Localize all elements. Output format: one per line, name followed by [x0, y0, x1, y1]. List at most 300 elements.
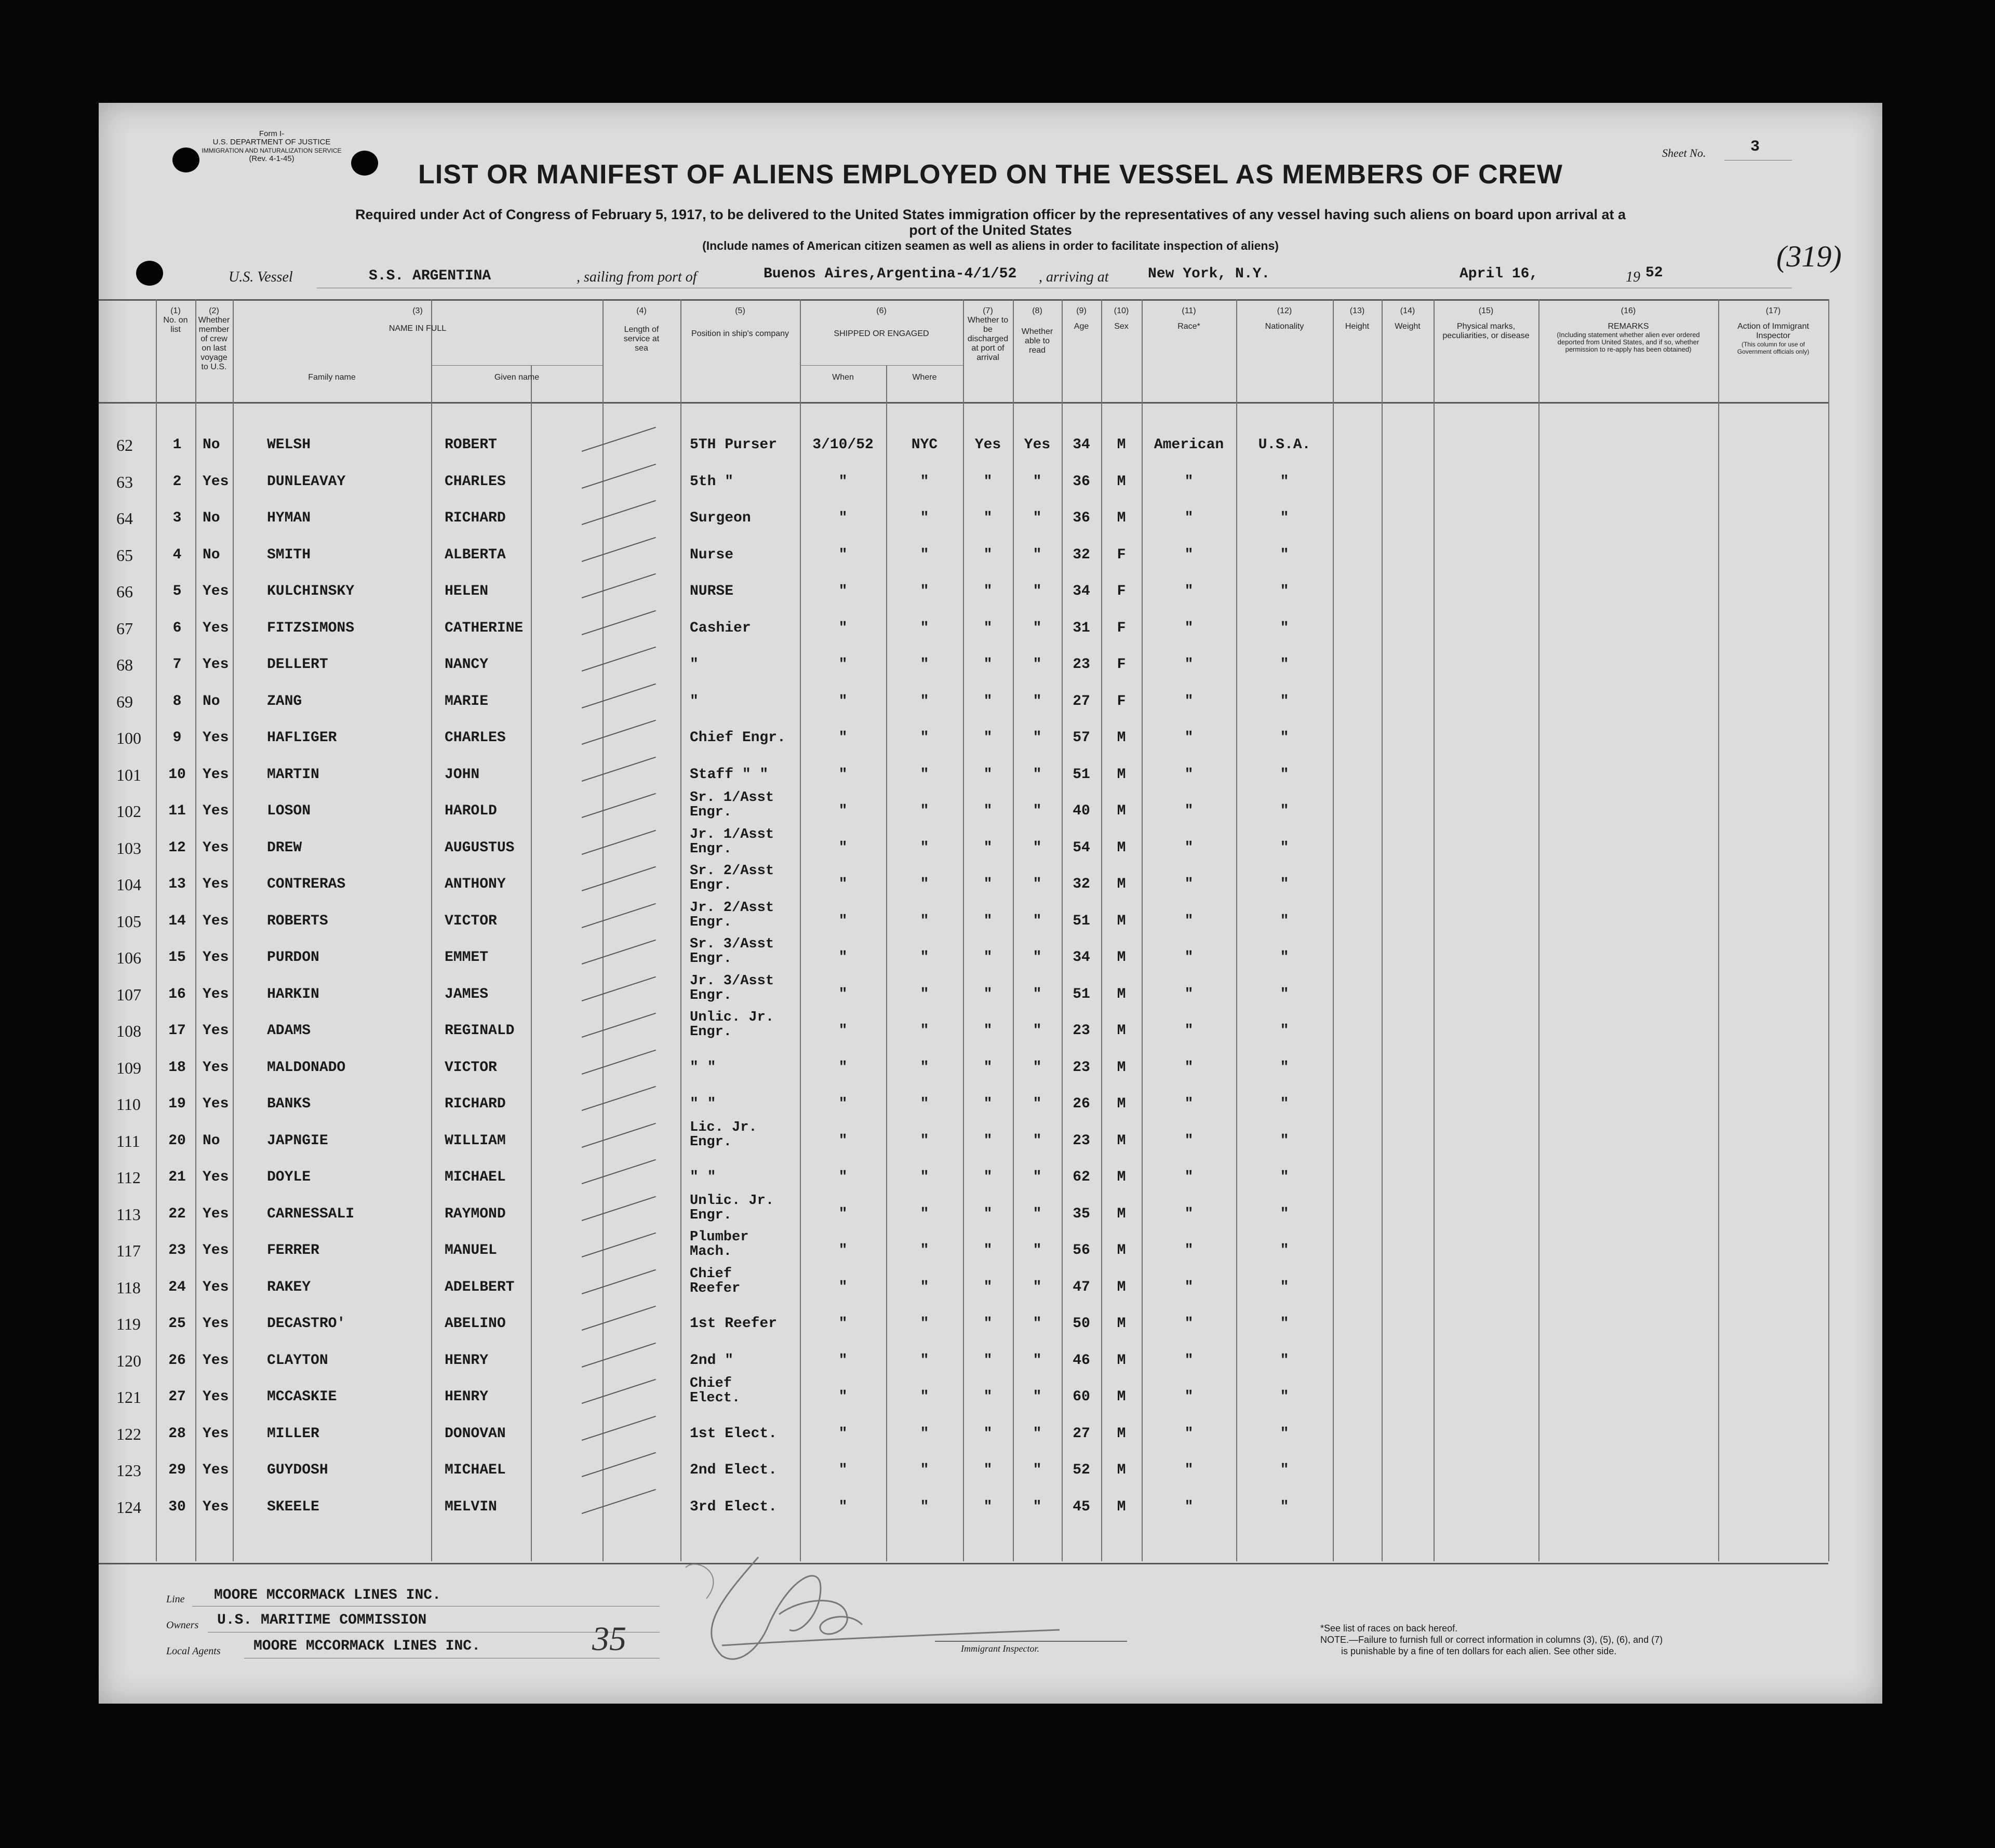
- nationality: ": [1280, 1462, 1289, 1478]
- position-line-2: Elect.: [690, 1390, 741, 1406]
- position-line-2: Engr.: [690, 951, 732, 967]
- position: Surgeon: [690, 510, 751, 526]
- service-check-mark: [582, 1269, 656, 1294]
- shipped-where: ": [920, 1132, 929, 1149]
- service-check-mark: [582, 500, 656, 525]
- age: 35: [1073, 1206, 1090, 1222]
- reference-number: 106: [116, 948, 141, 967]
- shipped-when: ": [838, 546, 848, 563]
- discharged: Yes: [974, 437, 1001, 453]
- form-id: [186, 130, 357, 163]
- reference-number: 69: [116, 692, 133, 711]
- col-title: No. on list: [163, 316, 188, 334]
- family-name: HYMAN: [267, 510, 311, 526]
- col-num: (9): [1076, 306, 1087, 315]
- age: 50: [1073, 1316, 1090, 1332]
- family-name: HARKIN: [267, 986, 319, 1002]
- col-title: Physical marks, peculiarities, or disease: [1442, 322, 1530, 340]
- sex: M: [1117, 1242, 1126, 1258]
- service-check-mark: [582, 903, 656, 928]
- col-num: (3): [412, 306, 423, 315]
- position: 3rd Elect.: [690, 1498, 778, 1515]
- given-name: MANUEL: [445, 1242, 497, 1258]
- shipped-when: ": [838, 1206, 848, 1222]
- table-row: [99, 936, 1882, 979]
- last-voyage: No: [203, 693, 220, 709]
- race: ": [1184, 1023, 1194, 1039]
- age: 32: [1073, 546, 1090, 563]
- note-races: *See list of races on back hereof.: [1320, 1623, 1458, 1633]
- list-number: 1: [172, 437, 182, 453]
- shipped-where: ": [920, 1279, 929, 1295]
- family-name: RAKEY: [267, 1279, 311, 1295]
- table-row: [99, 1089, 1882, 1126]
- shipped-when: ": [838, 1059, 848, 1076]
- family-name: DREW: [267, 839, 302, 856]
- family-name: DELLERT: [267, 657, 328, 673]
- service-check-mark: [582, 573, 656, 598]
- reference-number: 118: [116, 1278, 141, 1297]
- age: 57: [1073, 730, 1090, 746]
- position: Chief Engr.: [690, 730, 786, 746]
- col-title: Nationality: [1265, 322, 1304, 331]
- sex: M: [1117, 1206, 1126, 1222]
- service-check-mark: [582, 610, 656, 635]
- col-title: Action of Immigrant Inspector: [1737, 322, 1809, 340]
- shipped-where: ": [920, 473, 929, 490]
- given-name: NANCY: [445, 657, 489, 673]
- sex: M: [1117, 986, 1126, 1002]
- sex: M: [1117, 1279, 1126, 1295]
- departure-port: Buenos Aires,Argentina-4/1/52: [764, 266, 1017, 282]
- sex: F: [1117, 657, 1126, 673]
- shipped-when: ": [838, 1352, 848, 1369]
- family-name: DUNLEAVAY: [267, 473, 346, 490]
- last-voyage: Yes: [203, 1316, 229, 1332]
- reference-number: 104: [116, 875, 141, 894]
- reference-number: 101: [116, 765, 141, 784]
- shipped-when: ": [838, 1279, 848, 1295]
- age: 51: [1073, 913, 1090, 929]
- list-number: 28: [168, 1425, 186, 1442]
- position: Chief: [690, 1266, 732, 1282]
- nationality: ": [1280, 1206, 1289, 1222]
- family-name: MCCASKIE: [267, 1389, 337, 1405]
- last-voyage: Yes: [203, 1059, 229, 1076]
- col-subtitle: (Including statement whether alien ever ordered deported from United States, and if so, whether permission to re-apply has been obtained): [1557, 331, 1700, 353]
- position-line-2: Engr.: [690, 878, 732, 893]
- shipped-when: ": [838, 1389, 848, 1405]
- col-num: (6): [876, 306, 887, 315]
- family-name: MARTIN: [267, 766, 319, 783]
- discharged: ": [983, 510, 993, 526]
- able-to-read: ": [1033, 876, 1042, 892]
- race: American: [1154, 437, 1224, 453]
- shipped-where: ": [920, 1389, 929, 1405]
- reference-number: 112: [116, 1168, 141, 1187]
- shipped-where: ": [920, 1059, 929, 1076]
- table-row: [99, 826, 1882, 869]
- nationality: ": [1280, 546, 1289, 563]
- age: 56: [1073, 1242, 1090, 1258]
- nationality: U.S.A.: [1258, 437, 1311, 453]
- sex: M: [1117, 1462, 1126, 1478]
- given-name: HELEN: [445, 583, 489, 599]
- handwritten-sheet-stamp: (319): [1776, 239, 1842, 273]
- table-row: [99, 973, 1882, 1016]
- col-header-12: [1236, 306, 1333, 331]
- given-name: RICHARD: [445, 510, 506, 526]
- list-number: 2: [172, 473, 182, 490]
- service-check-mark: [582, 1122, 656, 1147]
- nationality: ": [1280, 473, 1289, 490]
- line-label: Line: [166, 1593, 185, 1605]
- table-row: [99, 723, 1882, 759]
- position: 5th ": [690, 473, 734, 490]
- shipped-when: ": [838, 473, 848, 490]
- nationality: ": [1280, 1498, 1289, 1515]
- nationality: ": [1280, 1169, 1289, 1185]
- arriving-label: , arriving at: [1039, 269, 1109, 285]
- col-header-13: [1333, 306, 1382, 331]
- service-check-mark: [582, 1013, 656, 1038]
- shipped-where: ": [920, 657, 929, 673]
- nationality: ": [1280, 1389, 1289, 1405]
- col-header-3a: Family name: [308, 373, 356, 382]
- discharged: ": [983, 1242, 993, 1258]
- position: Jr. 1/Asst: [690, 826, 774, 842]
- family-name: PURDON: [267, 949, 319, 966]
- nationality: ": [1280, 1023, 1289, 1039]
- shipped-when: ": [838, 657, 848, 673]
- position: " ": [690, 1169, 716, 1185]
- form-dept: U.S. DEPARTMENT OF JUSTICE: [212, 138, 331, 146]
- able-to-read: ": [1033, 1425, 1042, 1442]
- table-row: [99, 1346, 1882, 1382]
- reference-number: 107: [116, 985, 141, 1004]
- last-voyage: Yes: [203, 1425, 229, 1442]
- list-number: 8: [172, 693, 182, 709]
- table-row: [99, 1162, 1882, 1199]
- reference-number: 64: [116, 509, 133, 528]
- table-row: [99, 613, 1882, 650]
- list-number: 19: [168, 1096, 186, 1112]
- list-number: 6: [172, 620, 182, 636]
- list-number: 30: [168, 1498, 186, 1515]
- position: 1st Elect.: [690, 1425, 778, 1442]
- position: Cashier: [690, 620, 751, 636]
- reference-number: 120: [116, 1351, 141, 1370]
- able-to-read: ": [1033, 1352, 1042, 1369]
- position-line-2: Engr.: [690, 1207, 732, 1223]
- last-voyage: Yes: [203, 730, 229, 746]
- service-check-mark: [582, 427, 656, 452]
- race: ": [1184, 1425, 1194, 1442]
- position: Lic. Jr.: [690, 1119, 757, 1135]
- list-number: 18: [168, 1059, 186, 1076]
- sex: M: [1117, 1096, 1126, 1112]
- last-voyage: Yes: [203, 1023, 229, 1039]
- reference-number: 110: [116, 1095, 141, 1114]
- position-line-2: Engr.: [690, 805, 732, 820]
- reference-number: 67: [116, 619, 133, 638]
- list-number: 11: [168, 803, 186, 819]
- sex: M: [1117, 730, 1126, 746]
- given-name: REGINALD: [445, 1023, 515, 1039]
- last-voyage: Yes: [203, 949, 229, 966]
- col-title: Sex: [1114, 322, 1129, 331]
- discharged: ": [983, 1352, 993, 1369]
- race: ": [1184, 657, 1194, 673]
- sex: M: [1117, 1316, 1126, 1332]
- sex: M: [1117, 510, 1126, 526]
- able-to-read: ": [1033, 1462, 1042, 1478]
- shipped-where: ": [920, 730, 929, 746]
- col-num: (10): [1114, 306, 1129, 315]
- age: 46: [1073, 1352, 1090, 1369]
- sheet-number-label: Sheet No.: [1662, 146, 1706, 159]
- shipped-when: ": [838, 730, 848, 746]
- shipped-when: ": [838, 766, 848, 783]
- last-voyage: Yes: [203, 1096, 229, 1112]
- col-num: (17): [1765, 306, 1781, 315]
- family-name: BANKS: [267, 1096, 311, 1112]
- col-title: Length of service at sea: [623, 325, 660, 353]
- col-title: Whether to be discharged at port of arrival: [967, 316, 1009, 362]
- race: ": [1184, 1132, 1194, 1149]
- age: 34: [1073, 583, 1090, 599]
- list-number: 27: [168, 1389, 186, 1405]
- last-voyage: No: [203, 1132, 220, 1149]
- last-voyage: Yes: [203, 1352, 229, 1369]
- sex: F: [1117, 546, 1126, 563]
- sex: M: [1117, 803, 1126, 819]
- sex: M: [1117, 1389, 1126, 1405]
- able-to-read: ": [1033, 913, 1042, 929]
- able-to-read: ": [1033, 949, 1042, 966]
- shipped-when: ": [838, 986, 848, 1002]
- col-num: (7): [983, 306, 993, 315]
- reference-number: 119: [116, 1315, 141, 1333]
- discharged: ": [983, 766, 993, 783]
- last-voyage: Yes: [203, 1279, 229, 1295]
- position: ": [690, 657, 699, 673]
- nationality: ": [1280, 876, 1289, 892]
- discharged: ": [983, 1096, 993, 1112]
- given-name: CHARLES: [445, 730, 506, 746]
- col-header-14: [1382, 306, 1434, 331]
- service-check-mark: [582, 1306, 656, 1331]
- given-name: ROBERT: [445, 437, 497, 453]
- able-to-read: ": [1033, 473, 1042, 490]
- col-header-17: [1718, 306, 1828, 355]
- shipped-where: ": [920, 913, 929, 929]
- shipped-when: ": [838, 1096, 848, 1112]
- reference-number: 62: [116, 436, 133, 454]
- race: ": [1184, 473, 1194, 490]
- col-num: (5): [735, 306, 745, 315]
- position: " ": [690, 1096, 716, 1112]
- shipped-where: ": [920, 693, 929, 709]
- shipped-where: ": [920, 1462, 929, 1478]
- able-to-read: ": [1033, 1389, 1042, 1405]
- year-prefix: 19: [1626, 269, 1640, 285]
- sex: M: [1117, 473, 1126, 490]
- sailing-label: , sailing from port of: [577, 269, 697, 285]
- given-name: RICHARD: [445, 1096, 506, 1112]
- table-row: [99, 1229, 1882, 1272]
- able-to-read: ": [1033, 986, 1042, 1002]
- last-voyage: Yes: [203, 1206, 229, 1222]
- age: 23: [1073, 1023, 1090, 1039]
- position: 1st Reefer: [690, 1316, 778, 1332]
- position: ": [690, 693, 699, 709]
- last-voyage: Yes: [203, 913, 229, 929]
- family-name: SMITH: [267, 546, 311, 563]
- given-name: CATHERINE: [445, 620, 524, 636]
- age: 62: [1073, 1169, 1090, 1185]
- shipped-when: ": [838, 1425, 848, 1442]
- service-check-mark: [582, 1342, 656, 1367]
- family-name: ROBERTS: [267, 913, 328, 929]
- shipped-when: ": [838, 913, 848, 929]
- col-header-6a: When: [832, 373, 854, 382]
- subtitle-line-2: port of the United States: [909, 222, 1072, 238]
- shipped-where: ": [920, 1023, 929, 1039]
- able-to-read: ": [1033, 546, 1042, 563]
- reference-number: 65: [116, 545, 133, 565]
- col-title: Weight: [1395, 322, 1421, 331]
- able-to-read: ": [1033, 620, 1042, 636]
- given-name: ALBERTA: [445, 546, 506, 563]
- age: 34: [1073, 949, 1090, 966]
- sex: M: [1117, 437, 1126, 453]
- shipped-where: ": [920, 986, 929, 1002]
- position-line-2: Mach.: [690, 1244, 732, 1260]
- last-voyage: No: [203, 510, 220, 526]
- race: ": [1184, 949, 1194, 966]
- reference-number: 124: [116, 1497, 141, 1517]
- service-check-mark: [582, 1086, 656, 1111]
- last-voyage: Yes: [203, 1169, 229, 1185]
- shipped-when: ": [838, 1132, 848, 1149]
- family-name: FERRER: [267, 1242, 319, 1258]
- sex: M: [1117, 1023, 1126, 1039]
- table-row: [99, 577, 1882, 613]
- table-row: [99, 467, 1882, 503]
- nationality: ": [1280, 1316, 1289, 1332]
- last-voyage: Yes: [203, 876, 229, 892]
- age: 36: [1073, 510, 1090, 526]
- service-check-mark: [582, 829, 656, 854]
- list-number: 29: [168, 1462, 186, 1478]
- form-number: Form I-: [259, 129, 285, 138]
- sex: M: [1117, 1425, 1126, 1442]
- name-subheader-rule: [431, 365, 602, 366]
- position: Unlic. Jr.: [690, 1010, 774, 1025]
- discharged: ": [983, 1316, 993, 1332]
- col-title: Age: [1074, 322, 1089, 331]
- given-name: VICTOR: [445, 913, 497, 929]
- service-check-mark: [582, 647, 656, 672]
- position: " ": [690, 1059, 716, 1076]
- agents-value: MOORE MCCORMACK LINES INC.: [253, 1638, 480, 1654]
- col-num: (12): [1277, 306, 1292, 315]
- position: Plumber: [690, 1229, 749, 1245]
- family-name: CARNESSALI: [267, 1206, 355, 1222]
- race: ": [1184, 1316, 1194, 1332]
- age: 31: [1073, 620, 1090, 636]
- given-name: CHARLES: [445, 473, 506, 490]
- list-number: 22: [168, 1206, 186, 1222]
- service-check-mark: [582, 866, 656, 891]
- position-line-2: Engr.: [690, 841, 732, 857]
- list-number: 14: [168, 913, 186, 929]
- col-header-2: [195, 306, 233, 372]
- vessel-name: S.S. ARGENTINA: [369, 268, 491, 284]
- nationality: ": [1280, 1059, 1289, 1076]
- nationality: ": [1280, 986, 1289, 1002]
- age: 40: [1073, 803, 1090, 819]
- arrival-year: 52: [1645, 265, 1663, 281]
- position-line-2: Engr.: [690, 1024, 732, 1040]
- race: ": [1184, 1389, 1194, 1405]
- table-row: [99, 1053, 1882, 1089]
- age: 52: [1073, 1462, 1090, 1478]
- given-name: DONOVAN: [445, 1425, 506, 1442]
- col-header-16: [1538, 306, 1718, 353]
- shipped-where: ": [920, 1498, 929, 1515]
- position: 2nd Elect.: [690, 1462, 778, 1478]
- able-to-read: ": [1033, 1498, 1042, 1515]
- race: ": [1184, 876, 1194, 892]
- race: ": [1184, 803, 1194, 819]
- reference-number: 113: [116, 1204, 141, 1224]
- family-name: ADAMS: [267, 1023, 311, 1039]
- table-row: [99, 1455, 1882, 1492]
- discharged: ": [983, 1498, 993, 1515]
- service-check-mark: [582, 756, 656, 781]
- service-check-mark: [582, 683, 656, 708]
- col-title: Race*: [1177, 322, 1200, 331]
- list-number: 7: [172, 657, 182, 673]
- able-to-read: Yes: [1024, 437, 1051, 453]
- discharged: ": [983, 620, 993, 636]
- age: 32: [1073, 876, 1090, 892]
- given-name: HAROLD: [445, 803, 497, 819]
- service-check-mark: [582, 1196, 656, 1221]
- reference-number: 123: [116, 1461, 141, 1480]
- last-voyage: No: [203, 437, 220, 453]
- nationality: ": [1280, 730, 1289, 746]
- able-to-read: ": [1033, 1023, 1042, 1039]
- table-row: [99, 687, 1882, 723]
- table-row: [99, 1309, 1882, 1345]
- race: ": [1184, 1242, 1194, 1258]
- race: ": [1184, 1279, 1194, 1295]
- sex: M: [1117, 876, 1126, 892]
- discharged: ": [983, 949, 993, 966]
- discharged: ": [983, 730, 993, 746]
- service-check-mark: [582, 463, 656, 488]
- reference-number: 66: [116, 582, 133, 601]
- table-row: [99, 900, 1882, 943]
- col-subtitle: (This column for use of Government officials only): [1737, 341, 1810, 355]
- service-check-mark: [582, 1379, 656, 1404]
- service-check-mark: [582, 1159, 656, 1184]
- given-name: JOHN: [445, 766, 480, 783]
- family-name: DECASTRO': [267, 1316, 346, 1332]
